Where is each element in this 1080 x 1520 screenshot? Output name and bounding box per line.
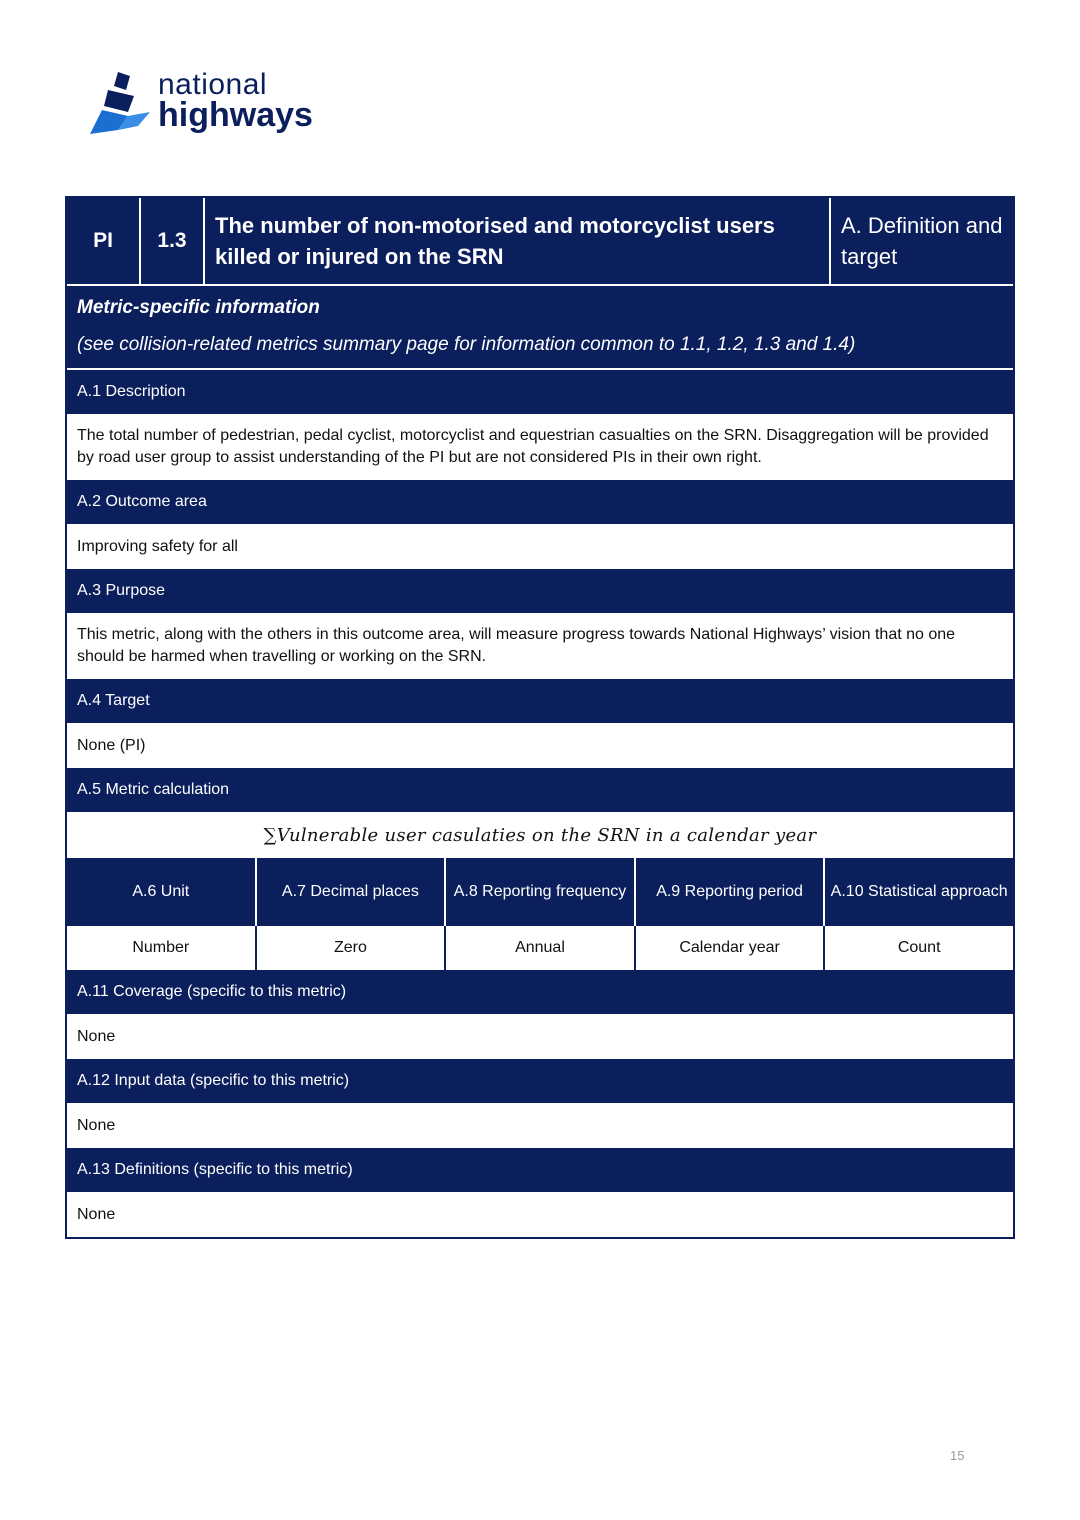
metric-title: The number of non-motorised and motorcyclist users killed or injured on the SRN bbox=[205, 198, 831, 284]
pi-label: PI bbox=[67, 198, 141, 284]
logo-text-national: national bbox=[158, 68, 268, 101]
a4-value: None (PI) bbox=[67, 723, 1013, 768]
metric-info-note: (see collision-related metrics summary page for information common to 1.1, 1.2, 1.3 and 1.4) bbox=[77, 334, 856, 355]
a5-label: A.5 Metric calculation bbox=[67, 768, 1013, 812]
properties-header-row bbox=[67, 858, 1013, 926]
logo-mark-icon bbox=[88, 68, 158, 140]
section-label: A. Definition and target bbox=[841, 213, 1003, 269]
logo-text-highways: highways bbox=[158, 96, 313, 134]
a11-value: None bbox=[67, 1014, 1013, 1059]
a1-label: A.1 Description bbox=[67, 370, 1013, 414]
a2-label: A.2 Outcome area bbox=[67, 480, 1013, 524]
a13-value: None bbox=[67, 1192, 1013, 1237]
metric-info-heading: Metric-specific information bbox=[77, 297, 320, 318]
a9-value: Calendar year bbox=[634, 926, 824, 970]
a2-value: Improving safety for all bbox=[67, 524, 1013, 569]
metric-definition-table bbox=[65, 196, 1015, 1239]
a7-label: A.7 Decimal places bbox=[255, 858, 445, 926]
properties-value-row bbox=[67, 926, 1013, 970]
a12-value: None bbox=[67, 1103, 1013, 1148]
a4-label: A.4 Target bbox=[67, 679, 1013, 723]
a8-label: A.8 Reporting frequency bbox=[444, 858, 634, 926]
a6-label: A.6 Unit bbox=[132, 883, 190, 900]
a11-label: A.11 Coverage (specific to this metric) bbox=[67, 970, 1013, 1014]
table-header bbox=[67, 198, 1013, 286]
a9-label: A.9 Reporting period bbox=[634, 858, 824, 926]
metric-specific-info bbox=[67, 286, 1013, 370]
a10-value: Count bbox=[823, 926, 1013, 970]
a8-value: Annual bbox=[444, 926, 634, 970]
a3-label: A.3 Purpose bbox=[67, 569, 1013, 613]
a6-value: Number bbox=[132, 939, 190, 956]
page-number: 15 bbox=[950, 1448, 965, 1463]
a12-label: A.12 Input data (specific to this metric) bbox=[67, 1059, 1013, 1103]
a3-value: This metric, along with the others in this outcome area, will measure progress towards National Highways’ vision that no one should be harmed when travelling or working on the SRN. bbox=[67, 613, 1013, 679]
a13-label: A.13 Definitions (specific to this metric) bbox=[67, 1148, 1013, 1192]
pi-number: 1.3 bbox=[141, 198, 205, 284]
a5-formula: ∑Vulnerable user casulaties on the SRN in a calendar year bbox=[67, 812, 1013, 858]
a7-value: Zero bbox=[255, 926, 445, 970]
national-highways-logo bbox=[88, 68, 328, 140]
a1-value: The total number of pedestrian, pedal cyclist, motorcyclist and equestrian casualties on the SRN. Disaggregation will be provided by road user group to assist understanding of the PI but are not considered PIs in their own right. bbox=[67, 414, 1013, 480]
a10-label: A.10 Statistical approach bbox=[823, 858, 1013, 926]
